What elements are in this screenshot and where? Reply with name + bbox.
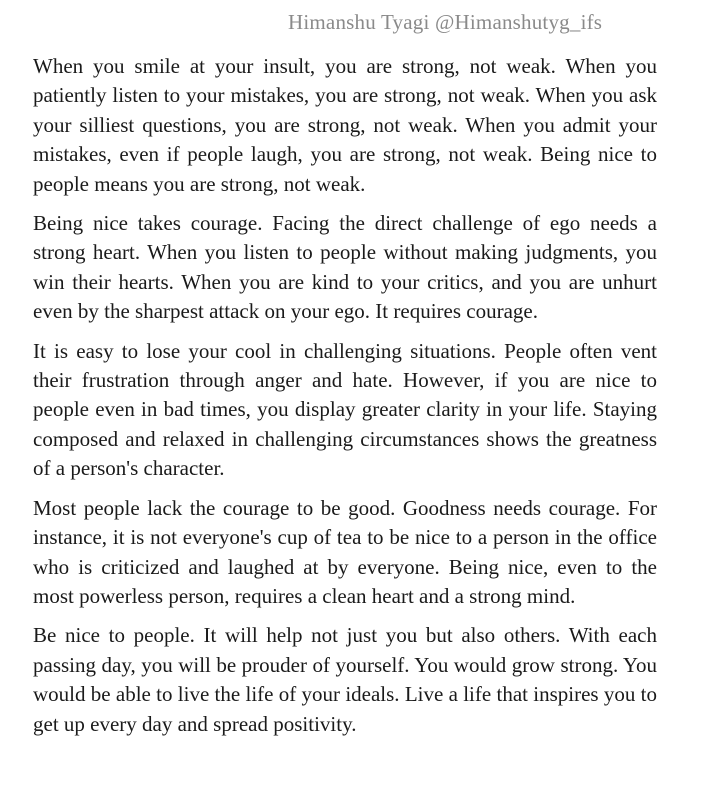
header xyxy=(0,8,705,40)
paragraph-3: It is easy to lose your cool in challenging situations. People often vent their frustration through anger and hate. However, if you are nice to people even in bad times, you display greater clarity in your life. Staying composed and relaxed in challenging circumstances shows the greatness of a person's character. xyxy=(33,338,657,481)
paragraph-5: Be nice to people. It will help not just you but also others. With each passing day, you will be prouder of yourself. You would grow strong. You would be able to live the life of your ideals. Live a life that inspires you to get up every day and spread positivity. xyxy=(33,623,657,736)
article-body xyxy=(33,52,657,749)
paragraph-4: Most people lack the courage to be good. Goodness needs courage. For instance, it is not everyone's cup of tea to be nice to a person in the office who is criticized and laughed at by everyone. Being nice, even to the most powerless person, requires a clean heart and a strong mind. xyxy=(33,495,657,608)
paragraph-2: Being nice takes courage. Facing the direct challenge of ego needs a strong heart. When you listen to people without making judgments, you win their hearts. When you are kind to your critics, and you are unhurt even by the sharpest attack on your ego. It requires courage. xyxy=(33,211,657,324)
author-handle: Himanshu Tyagi @Himanshutyg_ifs xyxy=(288,10,603,34)
paragraph-1: When you smile at your insult, you are strong, not weak. When you patiently listen to your mistakes, you are strong, not weak. When you ask your silliest questions, you are strong, not weak. When you admit your mistakes, even if people laugh, you are strong, not weak. Being nice to people means you are strong, not weak. xyxy=(33,54,657,196)
